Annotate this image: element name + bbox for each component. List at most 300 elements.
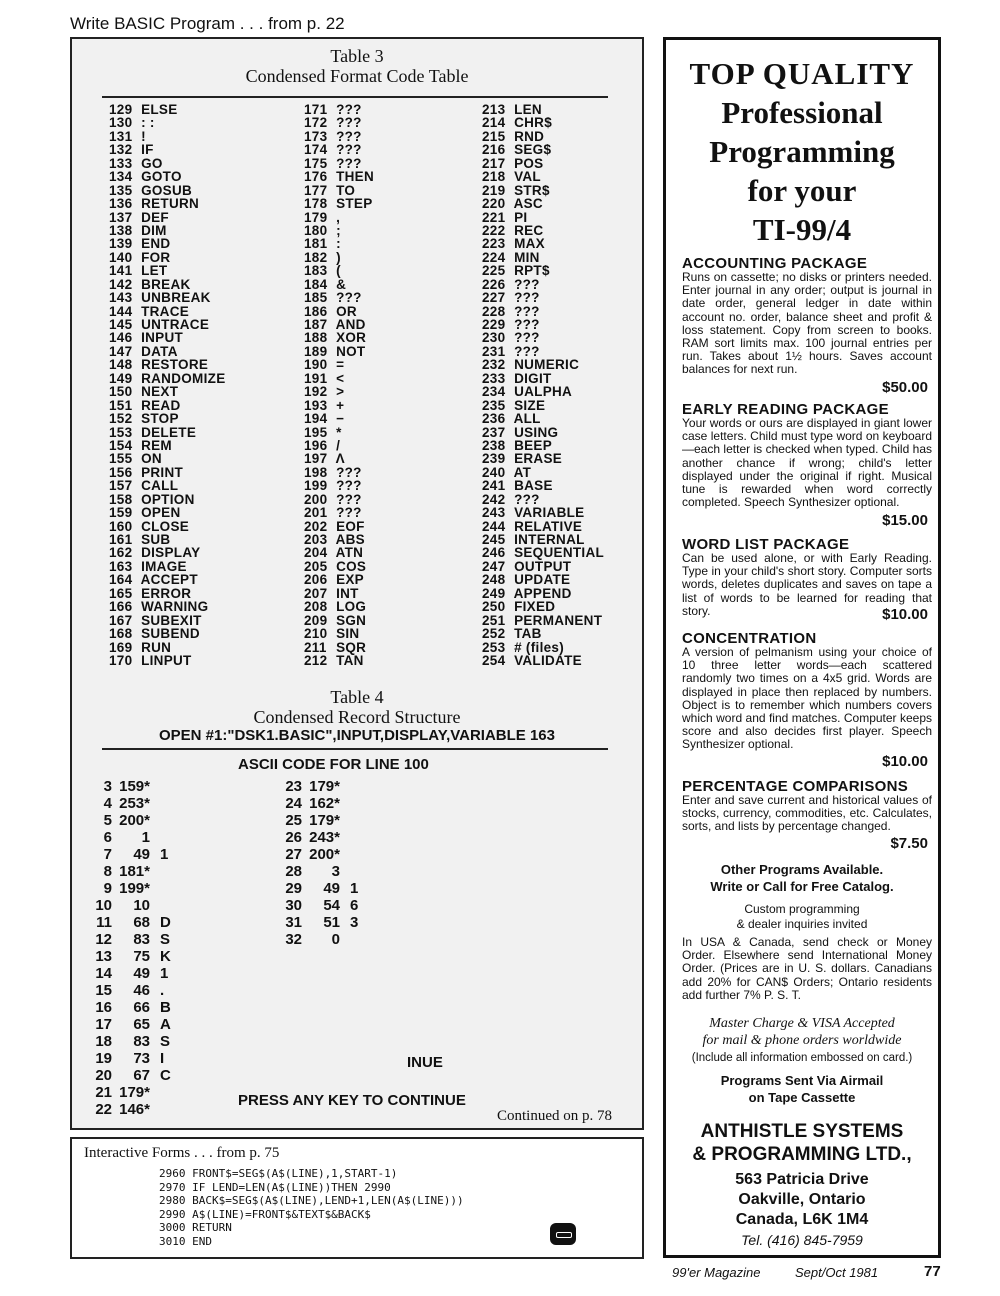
format-code-keyword: LET xyxy=(141,263,168,279)
address-street: 563 Patricia Drive xyxy=(735,1171,869,1188)
inue-text: INUE xyxy=(407,1054,443,1071)
format-code-row xyxy=(304,587,374,600)
ascii-position: 10 xyxy=(95,897,112,914)
company-name-line2: & PROGRAMMING LTD., xyxy=(692,1144,912,1165)
format-code-row xyxy=(304,573,374,586)
code-line: 2990 A$(LINE)=FRONT$&TEXT$&BACK$ xyxy=(159,1207,371,1221)
ad-headline-ti-99-4: TI-99/4 xyxy=(752,212,852,247)
format-code-keyword: STR$ xyxy=(514,182,550,198)
format-code-row xyxy=(482,197,604,210)
ascii-row xyxy=(82,999,171,1016)
format-code-number: 199 xyxy=(304,478,328,494)
format-code-row xyxy=(109,439,226,452)
ascii-char: . xyxy=(160,982,165,999)
format-code-row xyxy=(109,600,226,613)
format-code-keyword: ??? xyxy=(514,491,540,507)
format-code-row xyxy=(304,654,374,667)
format-code-number: 130 xyxy=(109,115,133,131)
format-code-keyword: IMAGE xyxy=(141,558,187,574)
interactive-forms-box xyxy=(70,1137,644,1259)
format-code-number: 223 xyxy=(482,236,506,252)
format-code-number: 132 xyxy=(109,142,133,158)
format-code-row xyxy=(304,211,374,224)
format-code-number: 146 xyxy=(109,330,133,346)
format-code-number: 155 xyxy=(109,451,133,467)
format-code-keyword: CHR$ xyxy=(514,115,553,131)
format-code-keyword: − xyxy=(336,411,345,427)
format-code-number: 250 xyxy=(482,599,506,615)
format-code-number: 159 xyxy=(109,505,133,521)
format-code-number: 207 xyxy=(304,585,328,601)
card-info-note: (Include all information embossed on card.) xyxy=(691,1052,913,1064)
ascii-position: 7 xyxy=(103,846,112,863)
format-code-number: 173 xyxy=(304,128,328,144)
format-code-row xyxy=(482,211,604,224)
format-code-row xyxy=(109,251,226,264)
format-code-keyword: AT xyxy=(513,464,532,480)
ad-headline-for-your: for your xyxy=(747,173,857,208)
format-code-row xyxy=(482,627,604,640)
pkg-word-list-title: WORD LIST PACKAGE xyxy=(682,536,850,553)
format-code-number: 150 xyxy=(109,384,133,400)
table4-rule xyxy=(102,748,608,750)
format-code-number: 178 xyxy=(304,196,328,212)
ascii-row xyxy=(272,829,358,846)
format-code-keyword: & xyxy=(336,276,347,292)
format-code-number: 170 xyxy=(109,652,133,668)
ascii-char: S xyxy=(160,931,171,948)
format-code-number: 218 xyxy=(482,169,506,185)
format-code-keyword: AND xyxy=(335,317,366,332)
format-code-keyword: MAX xyxy=(514,236,545,252)
format-code-number: 236 xyxy=(482,411,506,427)
ascii-char: C xyxy=(160,1067,171,1084)
format-code-keyword: ; xyxy=(336,222,341,238)
format-code-number: 251 xyxy=(482,612,506,628)
ascii-position: 28 xyxy=(285,863,302,880)
format-code-keyword: LINPUT xyxy=(141,652,192,668)
format-code-row xyxy=(304,318,374,331)
format-code-number: 169 xyxy=(109,639,133,655)
format-code-keyword: # (files) xyxy=(514,639,565,655)
format-code-row xyxy=(304,197,374,210)
format-code-keyword: ! xyxy=(141,128,146,144)
format-code-keyword: ??? xyxy=(514,317,540,332)
format-code-row xyxy=(109,627,226,640)
format-code-keyword: VAL xyxy=(514,169,541,185)
ascii-row xyxy=(82,1033,171,1050)
format-code-keyword: POS xyxy=(514,155,544,171)
format-code-row xyxy=(109,197,226,210)
format-code-number: 200 xyxy=(304,491,328,507)
pkg-accounting-price: $50.00 xyxy=(882,379,928,396)
format-code-number: 227 xyxy=(482,290,506,306)
format-code-number: 145 xyxy=(109,317,133,332)
dealer-inquiries-line: & dealer inquiries invited xyxy=(736,917,868,931)
code-line: 2980 BACK$=SEG$(A$(LINE),LEND+1,LEN(A$(LINE))) xyxy=(159,1194,464,1207)
ascii-position: 24 xyxy=(285,795,302,812)
format-code-row xyxy=(109,170,226,183)
format-code-keyword: IF xyxy=(141,142,154,158)
format-code-row xyxy=(482,560,604,573)
format-code-keyword: DEF xyxy=(141,209,169,225)
format-code-number: 158 xyxy=(109,491,133,507)
format-code-keyword: CALL xyxy=(141,478,179,494)
format-code-row xyxy=(482,412,604,425)
format-code-number: 161 xyxy=(109,532,133,547)
format-code-row xyxy=(304,600,374,613)
format-code-number: 154 xyxy=(109,437,133,453)
format-code-keyword: BEEP xyxy=(514,437,553,453)
ascii-code: 49 xyxy=(133,846,150,863)
other-programs-line: Other Programs Available. xyxy=(720,862,884,877)
format-code-keyword: SGN xyxy=(336,612,367,628)
format-code-keyword: ??? xyxy=(514,276,540,292)
format-code-keyword: GO xyxy=(141,155,163,171)
format-code-row xyxy=(109,560,226,573)
format-code-keyword: STOP xyxy=(141,411,179,427)
ascii-row xyxy=(272,778,358,795)
format-code-number: 144 xyxy=(109,303,133,319)
format-code-keyword: ??? xyxy=(514,343,540,359)
format-code-row xyxy=(304,237,374,250)
ascii-row xyxy=(272,795,358,812)
format-code-keyword: WARNING xyxy=(141,599,209,615)
format-code-keyword: ??? xyxy=(514,303,540,319)
format-code-keyword: RPT$ xyxy=(514,263,550,279)
format-code-keyword: EOF xyxy=(336,518,365,534)
format-code-row xyxy=(304,116,374,129)
format-code-row xyxy=(304,130,374,143)
format-code-row xyxy=(304,452,374,465)
format-code-row xyxy=(304,412,374,425)
ascii-char: D xyxy=(160,914,171,931)
ascii-row xyxy=(82,931,171,948)
format-code-number: 156 xyxy=(109,464,133,480)
format-code-keyword: ELSE xyxy=(141,102,178,117)
format-code-keyword: TRACE xyxy=(141,303,190,319)
format-code-number: 202 xyxy=(304,518,328,534)
format-code-row xyxy=(304,546,374,559)
format-code-keyword: TO xyxy=(336,182,356,198)
ascii-code: 83 xyxy=(133,1033,150,1050)
format-code-row xyxy=(109,143,226,156)
free-catalog-line: Write or Call for Free Catalog. xyxy=(710,879,894,894)
format-code-row xyxy=(482,291,604,304)
footer-magazine: 99'er Magazine xyxy=(672,1265,761,1280)
format-code-keyword: RUN xyxy=(141,639,172,655)
format-code-keyword: ASC xyxy=(513,196,543,212)
format-code-number: 212 xyxy=(304,652,328,668)
format-code-row xyxy=(109,237,226,250)
table3-column-1 xyxy=(109,103,226,667)
format-code-number: 135 xyxy=(109,182,133,198)
format-code-number: 189 xyxy=(304,343,328,359)
ascii-code: 159* xyxy=(119,778,150,795)
format-code-row xyxy=(482,466,604,479)
ascii-char: 6 xyxy=(350,897,359,914)
code-line: 3010 END xyxy=(159,1234,212,1248)
format-code-row xyxy=(482,130,604,143)
format-code-number: 252 xyxy=(482,626,506,642)
format-code-row xyxy=(109,654,226,667)
ascii-position: 3 xyxy=(103,778,112,795)
format-code-keyword: = xyxy=(336,357,345,373)
ascii-code: 51 xyxy=(323,914,340,931)
format-code-row xyxy=(304,170,374,183)
ascii-position: 31 xyxy=(285,914,302,931)
ascii-row xyxy=(82,1084,171,1101)
ascii-char: K xyxy=(160,948,171,965)
ascii-position: 13 xyxy=(95,948,112,965)
format-code-number: 165 xyxy=(109,585,133,601)
format-code-row xyxy=(109,546,226,559)
format-code-number: 163 xyxy=(109,558,133,574)
format-code-row xyxy=(304,358,374,371)
format-code-row xyxy=(304,305,374,318)
ascii-row xyxy=(82,1050,171,1067)
format-code-number: 249 xyxy=(482,585,506,601)
format-code-number: 160 xyxy=(109,518,133,534)
format-code-row xyxy=(482,237,604,250)
format-code-row xyxy=(109,641,226,654)
format-code-number: 220 xyxy=(482,196,506,212)
format-code-number: 162 xyxy=(109,545,133,561)
format-code-row xyxy=(109,184,226,197)
format-code-number: 176 xyxy=(304,169,328,185)
format-code-row xyxy=(304,184,374,197)
format-code-row xyxy=(304,439,374,452)
format-code-keyword: SUBEXIT xyxy=(141,612,202,628)
format-code-keyword: ??? xyxy=(336,102,362,117)
format-code-number: 253 xyxy=(482,639,506,655)
format-code-row xyxy=(482,654,604,667)
address-city: Oakville, Ontario xyxy=(738,1191,866,1208)
table4-caption-number: Table 4 xyxy=(330,687,384,707)
format-code-number: 228 xyxy=(482,303,506,319)
open-statement: OPEN #1:"DSK1.BASIC",INPUT,DISPLAY,VARIABLE 163 xyxy=(159,727,555,744)
forms-code-listing xyxy=(159,1167,464,1248)
format-code-keyword: XOR xyxy=(336,330,367,346)
format-code-number: 196 xyxy=(304,437,328,453)
advertisement xyxy=(663,37,941,1258)
format-code-number: 244 xyxy=(482,518,506,534)
ascii-code: 49 xyxy=(323,880,340,897)
format-code-number: 183 xyxy=(304,263,328,279)
format-code-number: 149 xyxy=(109,370,133,386)
format-code-keyword: ( xyxy=(336,263,341,279)
format-code-keyword: RELATIVE xyxy=(514,518,583,534)
format-code-keyword: MIN xyxy=(514,249,540,265)
format-code-keyword: DELETE xyxy=(141,424,197,440)
format-code-keyword: SUBEND xyxy=(141,626,200,642)
format-code-row xyxy=(304,345,374,358)
format-code-row xyxy=(304,264,374,277)
format-code-keyword: ATN xyxy=(335,545,364,561)
ascii-char: A xyxy=(160,1016,171,1033)
ascii-position: 12 xyxy=(95,931,112,948)
format-code-row xyxy=(109,479,226,492)
format-code-number: 206 xyxy=(304,572,328,588)
format-code-number: 238 xyxy=(482,437,506,453)
format-code-number: 137 xyxy=(109,209,133,225)
pkg-percentage-body: Enter and save current and historical values of stocks, currency, commodities, etc. Calculates, sorts, and lists by percentage changed. xyxy=(682,793,932,834)
format-code-row xyxy=(109,211,226,224)
table3-caption-number: Table 3 xyxy=(330,46,384,66)
format-code-keyword: OR xyxy=(336,303,357,319)
format-code-keyword: PI xyxy=(514,209,528,225)
format-code-number: 180 xyxy=(304,222,328,238)
format-code-row xyxy=(482,426,604,439)
format-code-number: 198 xyxy=(304,464,328,480)
ascii-row xyxy=(82,982,171,999)
format-code-number: 186 xyxy=(304,303,328,319)
format-code-row xyxy=(109,358,226,371)
format-code-row xyxy=(304,291,374,304)
format-code-number: 214 xyxy=(482,115,506,131)
format-code-keyword: TAB xyxy=(514,626,542,642)
format-code-keyword: ??? xyxy=(336,155,362,171)
ascii-position: 15 xyxy=(95,982,112,999)
format-code-keyword: THEN xyxy=(336,169,375,185)
pkg-early-reading-title: EARLY READING PACKAGE xyxy=(682,401,889,418)
format-code-row xyxy=(109,305,226,318)
ascii-code: 54 xyxy=(323,897,340,914)
format-code-keyword: REM xyxy=(141,437,172,453)
ascii-position: 16 xyxy=(95,999,112,1016)
format-code-number: 225 xyxy=(482,263,506,279)
format-code-keyword: SIZE xyxy=(514,397,546,413)
format-code-number: 157 xyxy=(109,478,133,494)
format-code-number: 201 xyxy=(304,505,328,521)
format-code-keyword: FOR xyxy=(141,249,171,265)
ascii-row xyxy=(272,931,358,948)
format-code-keyword: BREAK xyxy=(141,276,191,292)
format-code-number: 195 xyxy=(304,424,328,440)
format-code-number: 234 xyxy=(482,384,506,400)
format-code-row xyxy=(304,251,374,264)
format-code-number: 233 xyxy=(482,370,506,386)
format-code-keyword: OPEN xyxy=(141,505,181,521)
ascii-code: 46 xyxy=(133,982,150,999)
format-code-row xyxy=(304,372,374,385)
format-code-row xyxy=(304,103,374,116)
format-code-row xyxy=(109,533,226,546)
format-code-keyword: * xyxy=(336,424,342,440)
format-code-keyword: FIXED xyxy=(514,599,556,615)
format-code-row xyxy=(304,520,374,533)
format-code-keyword: ABS xyxy=(335,532,365,547)
company-name-line1: ANTHISTLE SYSTEMS xyxy=(700,1121,904,1142)
pkg-accounting-body: Runs on cassette; no disks or printers needed. Enter journal in any order; output is journal in date order, general ledger in date within account no. order, balance sheet and profit & loss statement. Copy from screen to books. RAM sort limits max. 100 journal entries per run. Takes about 1½ hours. Saves account balances for next run. xyxy=(682,270,932,377)
format-code-number: 141 xyxy=(109,263,133,279)
pkg-percentage-price: $7.50 xyxy=(890,835,928,852)
pkg-accounting-title: ACCOUNTING PACKAGE xyxy=(682,255,868,272)
format-code-number: 217 xyxy=(482,155,506,171)
format-code-number: 138 xyxy=(109,222,133,238)
format-code-number: 216 xyxy=(482,142,506,158)
format-code-keyword: STEP xyxy=(336,196,373,212)
format-code-row xyxy=(482,170,604,183)
footer-page-number: 77 xyxy=(924,1263,941,1280)
format-code-row xyxy=(109,103,226,116)
ascii-code: 49 xyxy=(133,965,150,982)
format-code-row xyxy=(304,560,374,573)
format-code-row xyxy=(109,345,226,358)
format-code-keyword: : : xyxy=(141,115,155,131)
format-code-row xyxy=(482,533,604,546)
format-code-number: 182 xyxy=(304,249,328,265)
format-code-number: 243 xyxy=(482,505,506,521)
format-code-number: 139 xyxy=(109,236,133,252)
format-code-row xyxy=(482,372,604,385)
ascii-code: 253* xyxy=(119,795,150,812)
format-code-row xyxy=(304,143,374,156)
ascii-code: 179* xyxy=(119,1084,150,1101)
format-code-keyword: ERROR xyxy=(141,585,192,601)
format-code-keyword: DIGIT xyxy=(514,370,552,386)
format-code-row xyxy=(109,506,226,519)
format-code-number: 166 xyxy=(109,599,133,615)
format-code-keyword: OUTPUT xyxy=(514,558,572,574)
ascii-right-list xyxy=(272,778,358,948)
ad-headline-programming: Programming xyxy=(709,134,895,169)
format-code-row xyxy=(482,278,604,291)
format-code-number: 172 xyxy=(304,115,328,131)
format-code-row xyxy=(109,385,226,398)
format-code-number: 152 xyxy=(109,411,133,427)
format-code-number: 147 xyxy=(109,343,133,359)
format-code-number: 245 xyxy=(482,532,506,547)
format-code-number: 242 xyxy=(482,491,506,507)
format-code-number: 185 xyxy=(304,290,328,306)
ascii-row xyxy=(272,812,358,829)
format-code-number: 240 xyxy=(482,464,506,480)
payment-terms: In USA & Canada, send check or Money Order. Elsewhere send International Money Order. (Prices are in U. S. dollars. Canadians add 20% for CAN$ Orders; Ontario residents add further 7% P. S. T. xyxy=(682,935,932,1002)
ascii-code: 3 xyxy=(331,863,340,880)
format-code-row xyxy=(109,264,226,277)
ascii-position: 9 xyxy=(103,880,112,897)
format-code-row xyxy=(482,157,604,170)
ascii-code: 1 xyxy=(141,829,150,846)
ascii-position: 23 xyxy=(285,778,302,795)
ascii-row xyxy=(82,948,171,965)
ascii-char: 3 xyxy=(350,914,359,931)
format-code-row xyxy=(482,641,604,654)
format-code-row xyxy=(482,358,604,371)
format-code-number: 188 xyxy=(304,330,328,346)
format-code-number: 192 xyxy=(304,384,328,400)
ascii-row xyxy=(272,863,358,880)
format-code-number: 232 xyxy=(482,357,506,373)
format-code-keyword: GOTO xyxy=(141,169,182,185)
format-code-number: 215 xyxy=(482,128,506,144)
format-code-keyword: RND xyxy=(514,128,545,144)
format-code-keyword: ??? xyxy=(336,142,362,158)
format-code-keyword: COS xyxy=(336,558,367,574)
format-code-row xyxy=(304,426,374,439)
ascii-position: 22 xyxy=(95,1101,112,1118)
format-code-number: 133 xyxy=(109,155,133,171)
format-code-keyword: SEG$ xyxy=(514,142,552,158)
format-code-keyword: RETURN xyxy=(141,196,200,212)
format-code-keyword: + xyxy=(336,397,345,413)
ascii-code: 67 xyxy=(133,1067,150,1084)
airmail-line: Programs Sent Via Airmail xyxy=(720,1073,884,1088)
ascii-code: 66 xyxy=(133,999,150,1016)
format-code-number: 177 xyxy=(304,182,328,198)
format-code-keyword: UNTRACE xyxy=(141,317,210,332)
